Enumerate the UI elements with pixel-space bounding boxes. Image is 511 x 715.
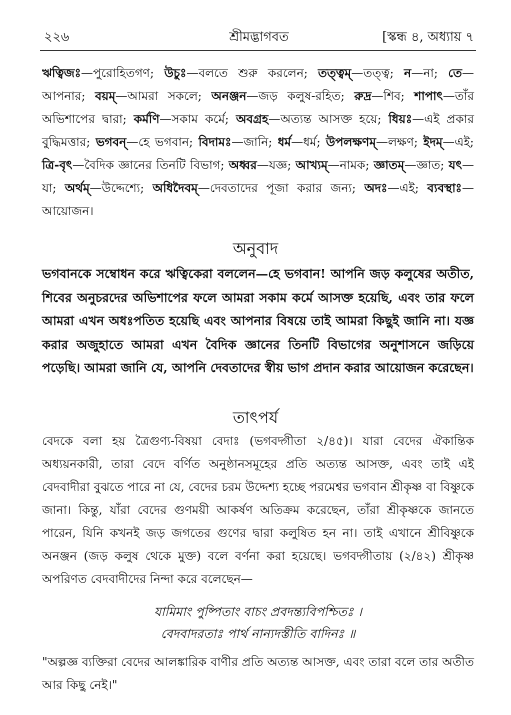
synonym-term: বয়ম্ [95, 89, 116, 103]
synonym-term: অবগ্রহ [235, 112, 269, 126]
header-rule [40, 50, 476, 51]
synonym-term: যৎ [448, 158, 462, 172]
synonym-meaning: অত্যন্ত আসক্ত হয়ে; [280, 112, 382, 126]
synonym-term: অধ্বর [228, 158, 257, 172]
synonym-meaning: পুরোহিতগণ; [93, 66, 154, 80]
synonym-term: শাপাৎ [414, 89, 443, 103]
synonym-meaning: আয়োজন। [42, 204, 94, 218]
synonym-term: অধিদৈবম্ [152, 181, 198, 195]
word-for-word-synonyms: ঋত্বিজঃ—পুরোহিতগণ; উচুঃ—বলতে শুরু করলেন; তত্ত্বম্—তত্ত্ব; ন—না; তে—আপনার; বয়ম্—আমরা সকলে; অনঞ্জন—জড় কলুষ-রহিত; রুদ্র—শিব; শাপাৎ—তাঁর অভিশাপের দ্বারা; কর্মণি—সকাম কর্মে; অবগ্রহ—অত্যন্ত আসক্ত হয়ে; ধিয়ঃ—এই প্রকার বুদ্ধিমত্তার; ভগবন্—হে ভগবান; বিদামঃ—জানি; ধর্ম—ধর্ম; উপলক্ষণম্—লক্ষণ; ইদম্—এই; ত্রি-বৃৎ—বৈদিক জ্ঞানের তিনটি বিভাগ; অধ্বর—যজ্ঞ; আখ্যম্—নামক; জ্ঞাতম্—জ্ঞাত; যৎ—যা; অর্থম্—উদ্দেশ্যে; অধিদৈবম্—দেবতাদের পূজা করার জন্য; অদঃ—এই; ব্যবস্থাঃ—আয়োজন। [42, 66, 474, 218]
synonym-term: ত্রি-বৃৎ [42, 158, 73, 172]
verse-line-1: যামিমাং পুষ্পিতাং বাচং প্রবদন্ত্যবিপশ্চিতঃ । [153, 604, 363, 619]
synonym-meaning: বৈদিক জ্ঞানের তিনটি বিভাগ; [84, 158, 225, 172]
purport-text: বেদকে বলা হয় ত্রৈগুণ্য-বিষয়া বেদাঃ (ভগবদ্গীতা ২/৪৫)। যারা বেদের ঐকান্তিক অধ্যয়নকারী, তারা বেদে বর্ণিত অনুষ্ঠানসমূহের প্রতি অত্যন্ত আসক্ত, এবং তাই এই বেদবাদীরা বুঝতে পারে না যে, বেদের চরম উদ্দেশ্য হচ্ছে পরমেশ্বর ভগবান শ্রীকৃষ্ণ বা বিষ্ণুকে জানা। কিন্তু, যাঁরা বেদের গুণময়ী আকর্ষণ অতিক্রম করেছেন, তাঁরা শ্রীকৃষ্ণকে জানতে পারেন, যিনি কখনই জড় জগতের গুণের দ্বারা কলুষিত হন না। তাই এখানে শ্রীবিষ্ণুকে অনঞ্জন (জড় কলুষ থেকে মুক্ত) বলে বর্ণনা করা হয়েছে। ভগবদ্গীতায় (২/৪২) শ্রীকৃষ্ণ অপরিণত বেদবাদীদের নিন্দা করে বলেছেন— [42, 434, 474, 586]
synonym-meaning: জ্ঞাত; [416, 158, 445, 172]
synonym-meaning: না; [423, 66, 438, 80]
synonym-meaning: যজ্ঞ; [268, 158, 292, 172]
synonym-meaning: আপনার; [42, 89, 86, 103]
synonym-meaning: এই; [454, 135, 474, 149]
synonym-term: উপলক্ষণম্ [325, 135, 376, 149]
synonym-term: ন [404, 66, 412, 80]
verse-translation: "অল্পজ্ঞ ব্যক্তিরা বেদের আলঙ্কারিক বাণীর প্রতি অত্যন্ত আসক্ত, এবং তারা বলে তার অতীত আর কিছু নেই।" [42, 655, 474, 692]
synonym-term: আখ্যম্ [295, 158, 328, 172]
synonym-term: অদঃ [364, 181, 388, 195]
synonym-meaning: সকাম কর্মে; [171, 112, 229, 126]
verse-quote [42, 601, 474, 645]
synonym-meaning: যা; [42, 181, 57, 195]
synonym-meaning: উদ্দেশ্যে; [101, 181, 145, 195]
page-number: ২২৬ [44, 30, 70, 45]
translation-text: ভগবানকে সম্বোধন করে ঋত্বিকেরা বললেন—হে ভগবান! আপনি জড় কলুষের অতীত, শিবের অনুচরদের অভিশাপের ফলে আমরা সকাম কর্মে আসক্ত হয়েছি, এবং তার ফলে আমরা এখন অধঃপতিত হয়েছি এবং আপনার বিষয়ে তাই আমরা কিছুই জানি না। যজ্ঞ করার অজুহাতে আমরা এখন বৈদিক জ্ঞানের তিনটি বিভাগের অনুশাসনে জড়িয়ে পড়েছি। আমরা জানি যে, আপনি দেবতাদের স্বীয় ভাগ প্রদান করার আয়োজন করেছেন। [42, 266, 474, 375]
synonym-meaning: শিব; [383, 89, 405, 103]
book-title: শ্রীমদ্ভাগবত [229, 30, 289, 45]
synonym-meaning: লক্ষণ; [387, 135, 418, 149]
verse-line-2: বেদবাদরতাঃ পার্থ নান্যদস্তীতি বাদিনঃ ॥ [160, 626, 356, 641]
synonym-meaning: জড় কলুষ-রহিত; [258, 89, 345, 103]
synonym-meaning: তত্ত্ব; [363, 66, 394, 80]
synonym-meaning: জানি; [243, 135, 273, 149]
synonym-meaning: এই; [399, 181, 419, 195]
synonym-term: অনঞ্জন [211, 89, 247, 103]
synonym-term: ধর্ম [277, 135, 292, 149]
synonym-meaning: নামক; [339, 158, 370, 172]
synonym-term: তে [448, 66, 462, 80]
synonym-term: ভগবন্ [95, 135, 127, 149]
synonym-term: অর্থম্ [64, 181, 90, 195]
synonym-term: বিদামঃ [198, 135, 232, 149]
chapter-location: [স্কন্ধ ৪, অধ্যায় ৭ [382, 30, 474, 45]
synonym-meaning: এই প্রকার বুদ্ধিমত্তার; [42, 112, 474, 149]
page-header [44, 28, 474, 50]
synonym-meaning: তাঁর অভিশাপের দ্বারা; [42, 89, 474, 126]
synonym-meaning: আমরা সকলে; [127, 89, 202, 103]
synonym-term: ধিয়ঃ [388, 112, 413, 126]
synonym-term: ব্যবস্থাঃ [427, 181, 462, 195]
translation-heading: অনুবাদ [232, 239, 279, 258]
synonym-term: তত্ত্বম্ [318, 66, 352, 80]
synonym-term: জ্ঞাতম্ [373, 158, 405, 172]
synonym-term: ঋত্বিজঃ [42, 66, 82, 80]
synonym-term: কর্মণি [133, 112, 160, 126]
synonym-meaning: হে ভগবান; [138, 135, 194, 149]
synonym-term: রুদ্র [354, 89, 372, 103]
synonym-term: ইদম্ [423, 135, 443, 149]
synonym-meaning: ধর্ম; [303, 135, 321, 149]
purport-heading: তাৎপর্য [232, 408, 279, 427]
synonym-meaning: দেবতাদের পূজা করার জন্য; [209, 181, 356, 195]
synonym-meaning: বলতে শুরু করলেন; [198, 66, 308, 80]
synonym-term: উচুঃ [164, 66, 187, 80]
